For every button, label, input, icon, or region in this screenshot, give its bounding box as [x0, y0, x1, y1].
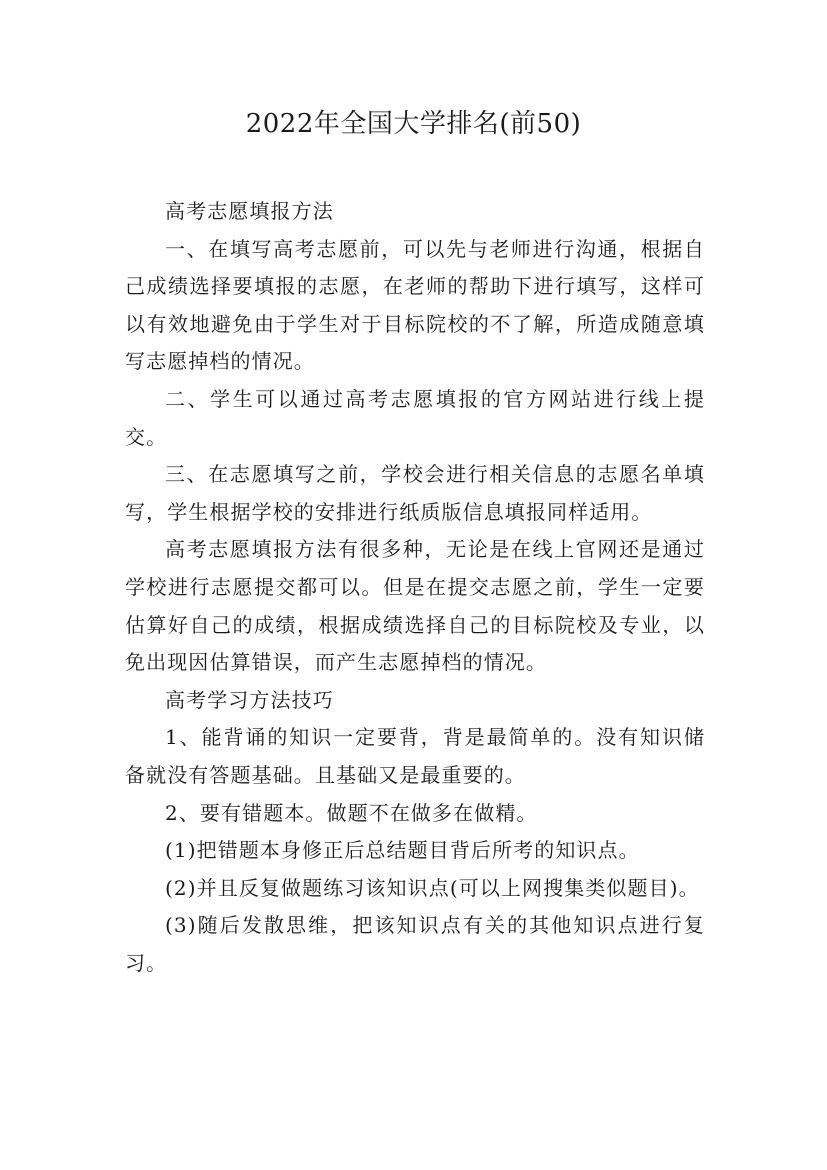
paragraph: 2、要有错题本。做题不在做多在做精。 [165, 800, 538, 825]
paragraph: 二、学生可以通过高考志愿填报的官方网站进行线上提交。 [125, 386, 705, 449]
section-heading: 高考学习方法技巧 [165, 687, 334, 712]
paragraph: (1)把错题本身修正后总结题目背后所考的知识点。 [165, 838, 640, 863]
paragraph: 1、能背诵的知识一定要背，背是最简单的。没有知识储备就没有答题基础。且基础又是最重要的。 [125, 725, 705, 787]
paragraph: 一、在填写高考志愿前，可以先与老师进行沟通，根据自己成绩选择要填报的志愿，在老师的帮助下进行填写，这样可以有效地避免由于学生对于目标院校的不了解，所造成随意填写志愿掉档的情况。 [125, 236, 705, 374]
document-body [125, 193, 705, 982]
document-title: 2022年全国大学排名(前50) [245, 109, 582, 139]
paragraph: (2)并且反复做题练习该知识点(可以上网搜集类似题目)。 [165, 875, 700, 900]
paragraph: (3)随后发散思维，把该知识点有关的其他知识点进行复习。 [125, 913, 705, 975]
paragraph: 高考志愿填报方法 [165, 199, 334, 223]
paragraph: 三、在志愿填写之前，学校会进行相关信息的志愿名单填写，学生根据学校的安排进行纸质版信息填报同样适用。 [125, 462, 705, 524]
paragraph: 高考志愿填报方法有很多种，无论是在线上官网还是通过学校进行志愿提交都可以。但是在提交志愿之前，学生一定要估算好自己的成绩，根据成绩选择自己的目标院校及专业，以免出现因估算错误，而产生志愿掉档的情况。 [125, 537, 705, 675]
